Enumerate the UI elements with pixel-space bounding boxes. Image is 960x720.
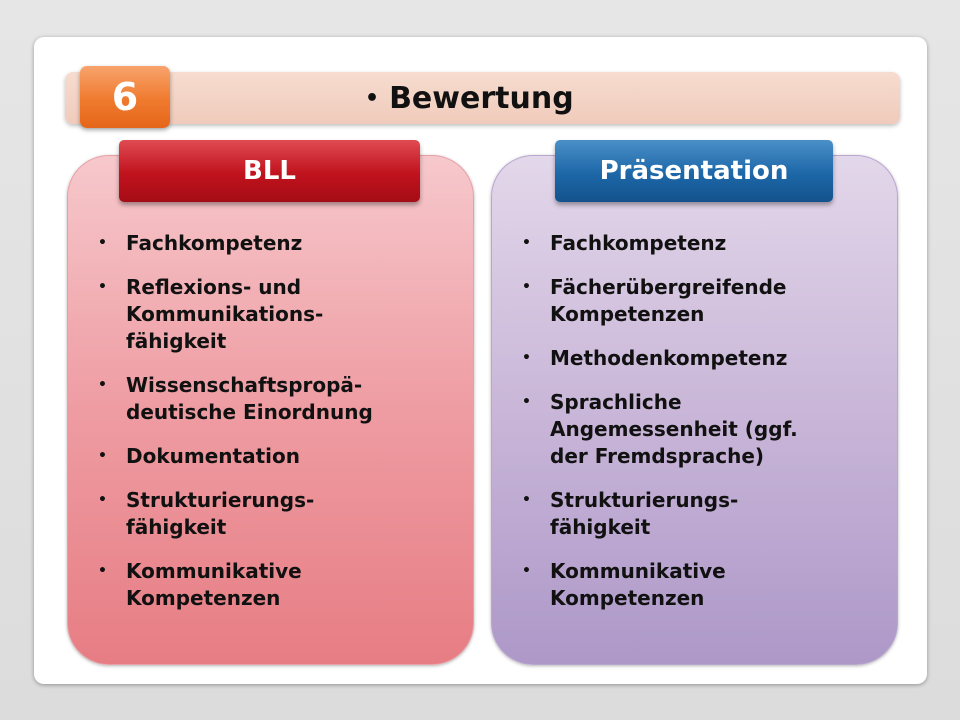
list-item-text: Wissenschaftspropä- bbox=[126, 373, 363, 397]
list-item bbox=[98, 558, 438, 612]
list-item-text: Dokumentation bbox=[126, 444, 300, 468]
list-item-text: deutische Einordnung bbox=[126, 400, 373, 424]
list-item-text: Kommunikative bbox=[126, 559, 302, 583]
list-item bbox=[98, 274, 438, 355]
list-item-text: Kommunikations- bbox=[126, 302, 324, 326]
list-item bbox=[522, 558, 862, 612]
list-item-text: der Fremdsprache) bbox=[550, 444, 765, 468]
slide-title bbox=[365, 76, 574, 120]
list-item bbox=[522, 389, 862, 470]
list-item-text: fähigkeit bbox=[126, 515, 227, 539]
praesentation-criteria-list bbox=[522, 230, 862, 629]
list-item bbox=[522, 345, 862, 372]
bullet-icon: • bbox=[98, 235, 107, 251]
list-item-text: Fächerübergreifende bbox=[550, 275, 787, 299]
list-item-text: Reflexions- und bbox=[126, 275, 302, 299]
bll-heading: BLL bbox=[119, 140, 420, 202]
list-item-text: Kommunikative bbox=[550, 559, 726, 583]
bullet-icon: • bbox=[522, 492, 531, 508]
list-item-text: Methodenkompetenz bbox=[550, 346, 788, 370]
list-item-text: Strukturierungs- bbox=[550, 488, 739, 512]
bullet-icon: • bbox=[98, 563, 107, 579]
list-item-text: Kompetenzen bbox=[550, 302, 705, 326]
list-item-text: Sprachliche bbox=[550, 390, 682, 414]
list-item bbox=[98, 372, 438, 426]
bullet-icon: • bbox=[522, 235, 531, 251]
bll-criteria-list bbox=[98, 230, 438, 629]
list-item-text: Fachkompetenz bbox=[126, 231, 303, 255]
bullet-icon: • bbox=[522, 350, 531, 366]
list-item bbox=[522, 487, 862, 541]
bullet-icon: • bbox=[98, 279, 107, 295]
praesentation-heading: Präsentation bbox=[555, 140, 833, 202]
list-item-text: Kompetenzen bbox=[550, 586, 705, 610]
bullet-icon: • bbox=[98, 492, 107, 508]
slide-title-text: Bewertung bbox=[389, 80, 574, 116]
list-item bbox=[522, 274, 862, 328]
list-item bbox=[98, 443, 438, 470]
list-item-text: Fachkompetenz bbox=[550, 231, 727, 255]
bullet-icon: • bbox=[98, 377, 107, 393]
list-item bbox=[522, 230, 862, 257]
list-item bbox=[98, 230, 438, 257]
bullet-icon: • bbox=[522, 563, 531, 579]
list-item-text: Strukturierungs- bbox=[126, 488, 315, 512]
list-item bbox=[98, 487, 438, 541]
list-item-text: fähigkeit bbox=[550, 515, 651, 539]
list-item-text: Kompetenzen bbox=[126, 586, 281, 610]
title-bullet: • bbox=[365, 85, 380, 111]
slide-number-badge: 6 bbox=[80, 66, 170, 128]
list-item-text: Angemessenheit (ggf. bbox=[550, 417, 798, 441]
bullet-icon: • bbox=[522, 279, 531, 295]
list-item-text: fähigkeit bbox=[126, 329, 227, 353]
bullet-icon: • bbox=[522, 394, 531, 410]
bullet-icon: • bbox=[98, 448, 107, 464]
